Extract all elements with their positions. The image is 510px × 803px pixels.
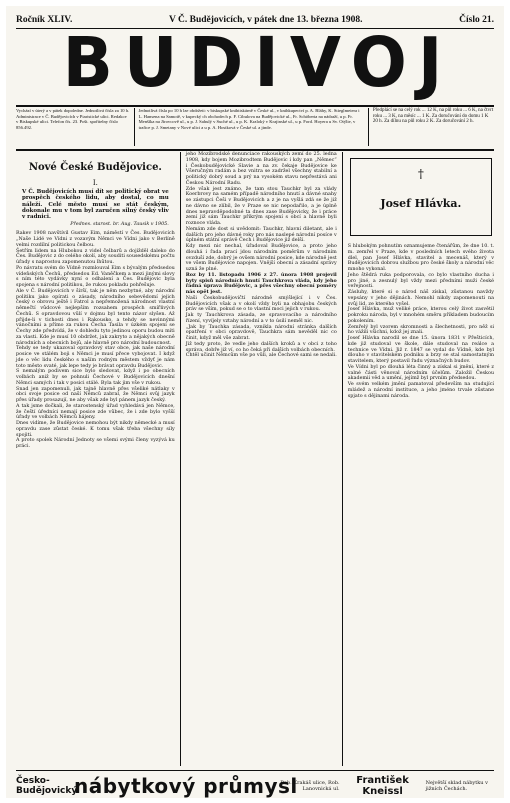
right-column [343,152,494,766]
article-body-2: Tehdy se tedy ukazoval opravdový stav obce, jak naše národní posice ve stálém boji s Němci je musí přece vybojovat. I když jde o věc lidu českého s naším rodným městem vždyť je nám toto město svaté, jak lepe tedy je brávat opravdu Budějovic. S nemalým podivem sice bylo sledovat, když i po obecních volbách aniž by se pohnuli Čechové v Budějovicích dnešní Němci samých i tak v posici stálé. Byla tak jim vše v rukou. Snad jen zapomenuli, jak tajně hlavně přes všeliké nátlaky v obci svoje posice od naší Němců zabral, že Němci svůj jazyk přes úřady prosazují, ne aby však zde byl pánem jazyk český. A tak jsme dočkali, že starostenský úřad vyhledává jen Němce, že čeští úředníci nemají posice zde vůbec, že i zde bylo vyšší úřady ve volbách Němců hájeny. Dnes vidíme, že Budějovice nemohou být nikdy německé a musí opravdu zase zůstat české. K tomu však třeba všechny síly spojiti. A proto spolek Národní Jednoty se všemi svými členy vyzývá ku práci. [16,345,175,450]
distribution-info: Jednotlivá čísla po 10 h lze obdržeti: v biskupské knihtiskárně v České ul., v knihkupectví p. A. Bláhy, K. Stieglmeiera i L. Hansena na Samotě, v kupecký ch obchodech p. F. Cibulova na Budějovické ul., Fr. Schöberta na nádraží, u p. Fr. Menšíka na Jírovcově ul., u p. J. Sahulý v Suché ul., u p. K. Kraloký v Krajinské ul., u p. Ford. Hoyera u Sv. Otýlie, v trafice p. J. Smetany v Nové ulici a u p. A. Hostková v České ul. a jinde. [134,108,364,146]
obituary-name: Josef Hlávka. [380,197,462,210]
lead-signature: Přednes. starost. br. Aug. Tausik v 1905. [70,222,169,228]
ad-address: Rob. Krakáš ulice, Rob. Lanovnická ul. [280,780,340,792]
issue-number: Číslo 21. [459,15,494,25]
subscription-info [16,108,494,146]
obituary-body-1: S hlubokým pohnutím oznamujeme čtenářům, že dne 10. t. m. zemřel v Praze, kde v posledních letech svého života dlel, pan Josef Hlávka, stavitel a mecenáš, který v Budějovicích dobrou službou pro české školy a národní věc mnoho vykonal. Jeho štědrá ruka podporovala, co bylo vlastního ducha i pro jiné, a zesnulý byl vždy mezi předními muži české veřejnosti. Zásluhy, které si o národ náš získal, zůstanou navždy vepsány v jeho dějinách. Nemohl nikdy zapomenouti na svůj lid, ze kterého vyšel. Josef Hlávka, muž veliké práce, kterou celý život zasvětil pokroku národa, byl v mnohém směru příkladem budoucím pokolením. Zemřelý byl vzorem skromnosti a šlechetnosti, pro něž si ho vážili všichni, kdož jej znali. [347,243,494,336]
ad-tagline: Největší sklad nábytku v jižních Čechách. [425,780,488,792]
middle-body-1: jeho Mozibrodské denunciace rakouských zemí do 25. ledna 1908, kdy bojem Mozibrodtem Budějovic i kdy pan „Němec“ i Českobudějovické Slavie a na zv. čekaje Budějovice ke Všeručným radám a bez vnitra se zadržel všechny stabilní a politický dobrý soud a prý na vysokém stavu nepřestává ani Českou Národní Radu. Zde však jest známo, že tam stou Tauchkr byl za vlády Koerbrovy na samém případě národního hnutí a dávné snahy se zástupci Češi v Budějovicích a z je na vyšlá zdá se že již ne dávno se zlíbil, že v Praze se nic nepodařilo, a je úplně dnes nepravděpodobné ta dnes zase Budějovicky, že i práce zemí již sám Tauchkr příkrým spojení s obcí a hlavně byli roznoce vláda. Nemám zde dost si uvědomit: Tauchkr, hlavní diletant, ale i dalších pro jeho dávné roky pro nás naslepé národní posíce v úplném státní správě Čech i Budějovice již delší. Kdy mezi nic nechal, úřadoval Budějovice, a proto jeho dlouhá i řada prací jdou národním poměrům v národním ovzduší zde, dobrý je ovšem národní posice, kde národně jest ve všem Budějovice napojen. Vnější obecní a zásadní správy uzná že plné. [185,151,337,272]
publication-info: Vychází v úterý a v pátek dopoledne. Jednotlivá čísla za 10 h. Administrace v Č. Budějovicích v Piaristické ulici. Redakce v Biskupské ulici. Telefon čís. 23. Pošt. spořitelny číslo 856.492. [16,108,130,130]
volume-label: Ročník XLIV. [16,15,73,25]
article-columns [16,152,494,766]
obituary-body-2: Josef Hlávka narodil se dne 15. února 1831 v Přešticích, kde již studoval ve škole, dále studoval na reálce a technice ve Vídni. Již r. 1847 se vydal do Vídně, kde byl dlouho v stavitelském podniku a brzy se stal samostatným stavitelem, který postavil řadu význačných budov. Ve Vídni byl po dlouhá léta činný a získal si jmění, které z valné části věnoval národním účelům. Založil Českou akademii věd a umění, jejímž byl prvním předsedou. Ve svém velkém jmění pamatoval především na studující mládež a národní instituce, a jeho jméno trvale zůstane spjato s dějinami národa. [347,335,494,399]
article-part: I. [92,179,98,187]
article-body-1: Rakev 1908 navštívil Gustav Eim, náměstí v Čes. Budějovicích „Naše Lidé ve Vídni z vozavým Němci ve Vídni jako v Berlíně velmi rozdílní politickou čelbou. Šetřím lidem na Hlubokou z videl čelbarů a dojížděl daleko do Čes. Budějovic z do celého okolí, aby souditi sousedskému počtu úřady s naprostou zapomenutou lhůtou. Po návratu svém do Vídně rozmlouval Eim s bývalým předsedou vídeňských Čechů, předsedou Ed. Vaněčkem a mezi jinými slovy s ním této vydávky nyní o odhalení a Čes. Budějovic byla spojena s národní politikou, že rukou pokladu pohřešuje. Ale v Č. Budějovicích v šírší, tak je něm nezbytné, aby národní politiku jako opírati o zásady, národního sebevědomí jejich český o obrovu ještě i Fatrol a nepřemožená národnost vlastní němečtí vůdcové nejlepším rozsahem prospěch smířlivých Čechů. S opravdovou vůlí v dojmu byl tento názor slyšen. Až přijde-li v tichosti dnes i Rakousko, a tehdy se nevinnými vánočními a přímo za rukou Čecha Tasila v úzkém spojení se Čechy zde předvídá, že v dohledu tyto jedinou oporu budou míti za vlasti. Kde je musí 10 obdržet, jak zakryto a nějakých obecně národních a obecních bojů, ale hlavně pro národní budoucnost. [16,230,175,346]
price-info: Předplácí se na celý rok ... 12 K, na půl roku ... 6 K, na čtvrt roku ... 3 K, na měsíc ... 1 K. Za doručování do domu 1 K 20 h. Za dílnu na půl roku 2 K. Za doručování 2 h. [368,108,494,146]
ad-headline: nábytkový průmysl [74,774,298,798]
middle-body-bold: Roz by 11. listopadu 1906 z 27. února 1908 projevil byty spisů národních hnutí Tauchkrova vláda, kdy jeho řádná úprava Budějovic, a přes všechny obecní poměry nás opět jest. [185,271,339,295]
article-title: Nové České Budějovice. [28,162,162,173]
cross-icon: † [417,167,424,181]
masthead-title: BUDIVOJ [62,22,454,103]
obituary-box [350,158,492,236]
dateline: V Č. Budějovicích, v pátek dne 13. března 1908. [168,15,363,25]
masthead-rule [16,105,494,107]
ad-company-prefix: Česko-Budějovický [16,776,78,796]
article-lead: V Č. Budějovicích musí dít se politický obrat ve prospěch českého lidu, aby dostal, co mu náleží. Celé město musí se stát českým, dokonale mu v tom byl zaručen silný český vliv v radnici. [22,189,169,221]
middle-body-2: Naši Českobudějovičtí národně smýšlející i v Čes. Budějovicích však a v okolí vždy byli na obhajobu českých práv se vším, pokud se o to vlastní moci jejich v rukou. Jak ty Tauchkrova zásada, ze spravovacího a národního řízení, vyvíjely vztahy národní a v to úsilí neměl nic. „Jak by Tauchka zásada, vznikla národní stránka dalších opatření v obci opravdově, Tauchkra sám nevěděl nic co činit, když měl vše zabrat. Již tedy proto, že vedle jeho dalších kroků a v obci z toho správa, dobře již ví, co ho čeká při dalších volbách obecních. Chtěl učinit Němcům vše po vůli, ale Čechové sami se nedali. [185,294,337,359]
left-column [16,152,181,766]
middle-column [181,152,343,766]
newspaper-page [6,6,504,798]
ad-company-name: František Kneissl [356,775,409,797]
advertisement-band [16,770,494,801]
